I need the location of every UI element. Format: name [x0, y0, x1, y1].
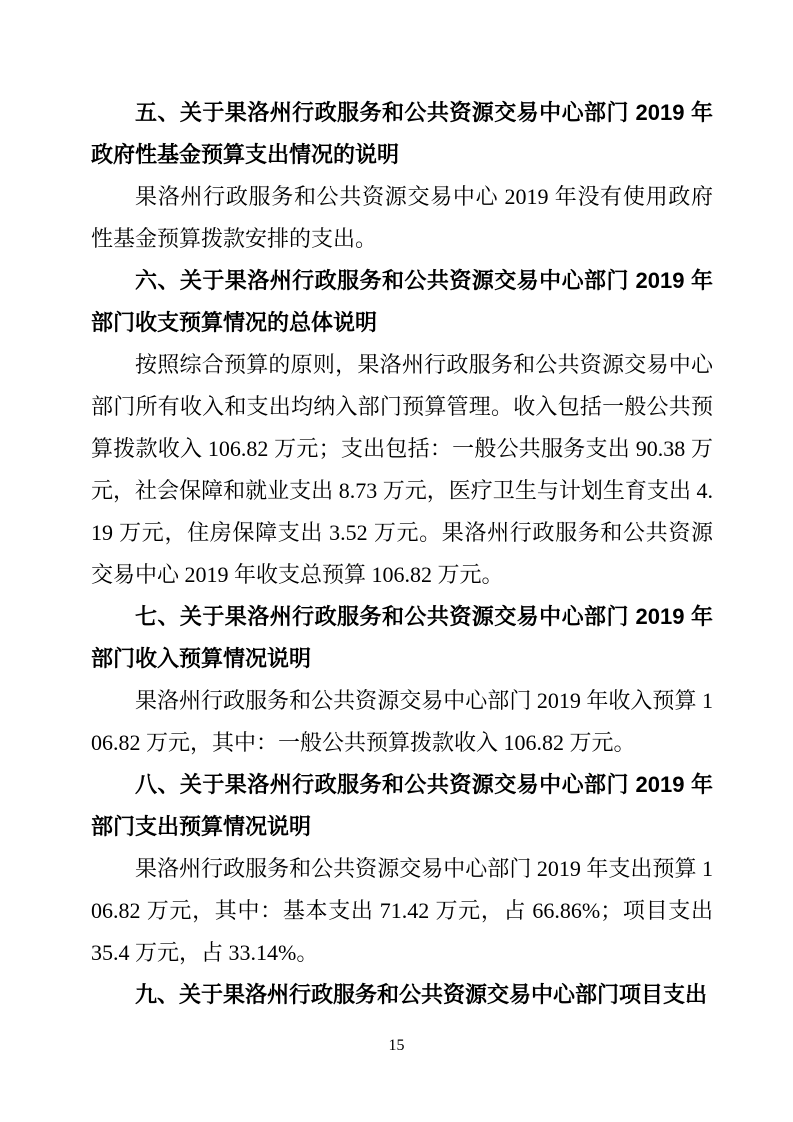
- body-paragraph: 果洛州行政服务和公共资源交易中心部门 2019 年收入预算 106.82 万元，其中：一般公共预算拨款收入 106.82 万元。: [91, 688, 713, 755]
- body-paragraph: 果洛州行政服务和公共资源交易中心部门 2019 年支出预算 106.82 万元，其中：基本支出 71.42 万元，占 66.86%；项目支出 35.4 万元，占 33.14%。: [91, 856, 713, 965]
- section-heading: 六、关于果洛州行政服务和公共资源交易中心部门 2019 年部门收支预算情况的总体说明: [91, 268, 713, 335]
- document-body: [91, 92, 713, 1016]
- section-heading: 七、关于果洛州行政服务和公共资源交易中心部门 2019 年部门收入预算情况说明: [91, 604, 713, 671]
- section-heading: 八、关于果洛州行政服务和公共资源交易中心部门 2019 年部门支出预算情况说明: [91, 772, 713, 839]
- page-number: 15: [388, 1037, 405, 1054]
- section-heading: 九、关于果洛州行政服务和公共资源交易中心部门项目支出: [135, 982, 708, 1007]
- section-heading: 五、关于果洛州行政服务和公共资源交易中心部门 2019 年政府性基金预算支出情况的说明: [91, 100, 713, 167]
- body-paragraph: 按照综合预算的原则，果洛州行政服务和公共资源交易中心部门所有收入和支出均纳入部门预算管理。收入包括一般公共预算拨款收入 106.82 万元；支出包括：一般公共服务支出 90.38 万元，社会保障和就业支出 8.73 万元，医疗卫生与计划生育支出 4.19 万元，住房保障支出 3.52 万元。果洛州行政服务和公共资源交易中心 2019 年收支总预算 106.82 万元。: [91, 352, 713, 587]
- body-paragraph: 果洛州行政服务和公共资源交易中心 2019 年没有使用政府性基金预算拨款安排的支出。: [91, 184, 713, 251]
